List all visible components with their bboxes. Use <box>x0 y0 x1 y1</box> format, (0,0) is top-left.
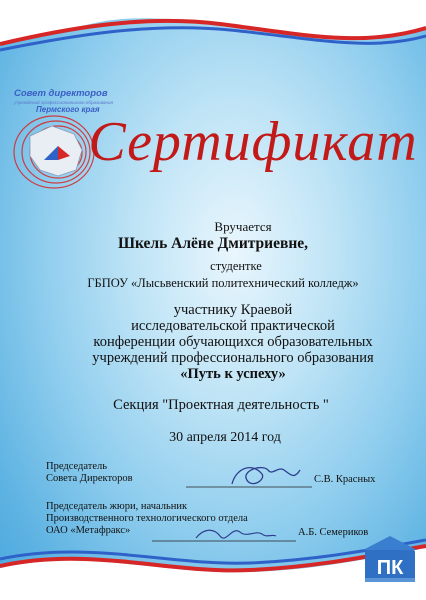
signature-2-line-1: Председатель жюри, начальник <box>46 501 188 512</box>
certificate-date: 30 апреля 2014 год <box>169 430 281 445</box>
badge-letters: ПК <box>376 557 404 579</box>
signature-1-line-1: Председатель <box>46 461 108 472</box>
awarded-text: Вручается <box>214 219 272 234</box>
participant-line-2: исследовательской практической <box>131 318 335 334</box>
signature-2-name: А.Б. Семериков <box>298 527 369 538</box>
participant-line-4: учреждений профессионального образования <box>92 350 374 366</box>
signature-1-line-2: Совета Директоров <box>46 472 133 484</box>
signature-2-line-2: Производственного технологического отдела <box>46 512 248 524</box>
logo-line-3: Пермского края <box>36 104 100 114</box>
college-badge-icon <box>361 534 419 584</box>
recipient-role: студентке <box>210 259 262 273</box>
certificate-title: Сертификат <box>88 111 418 173</box>
signature-1-title <box>46 461 133 485</box>
section-name: Секция "Проектная деятельность " <box>113 397 329 413</box>
participant-line-3: конференции обучающихся образовательных <box>93 334 373 350</box>
recipient-name: Шкель Алёне Дмитриевне, <box>117 235 309 252</box>
signature-2-title <box>46 501 248 536</box>
signature-2-line-3: ОАО «Метафракс» <box>46 524 131 536</box>
college-name: ГБПОУ «Лысьвенский политехнический колледж» <box>87 276 359 290</box>
signature-1-name: С.В. Красных <box>314 474 376 485</box>
logo-line-2: учреждений профессионального образования <box>14 99 113 105</box>
participant-line-1: участнику Краевой <box>173 302 293 318</box>
signature-1-mark <box>232 468 300 484</box>
logo-line-1: Совет директоров <box>14 88 108 99</box>
conference-name: «Путь к успеху» <box>180 366 286 382</box>
